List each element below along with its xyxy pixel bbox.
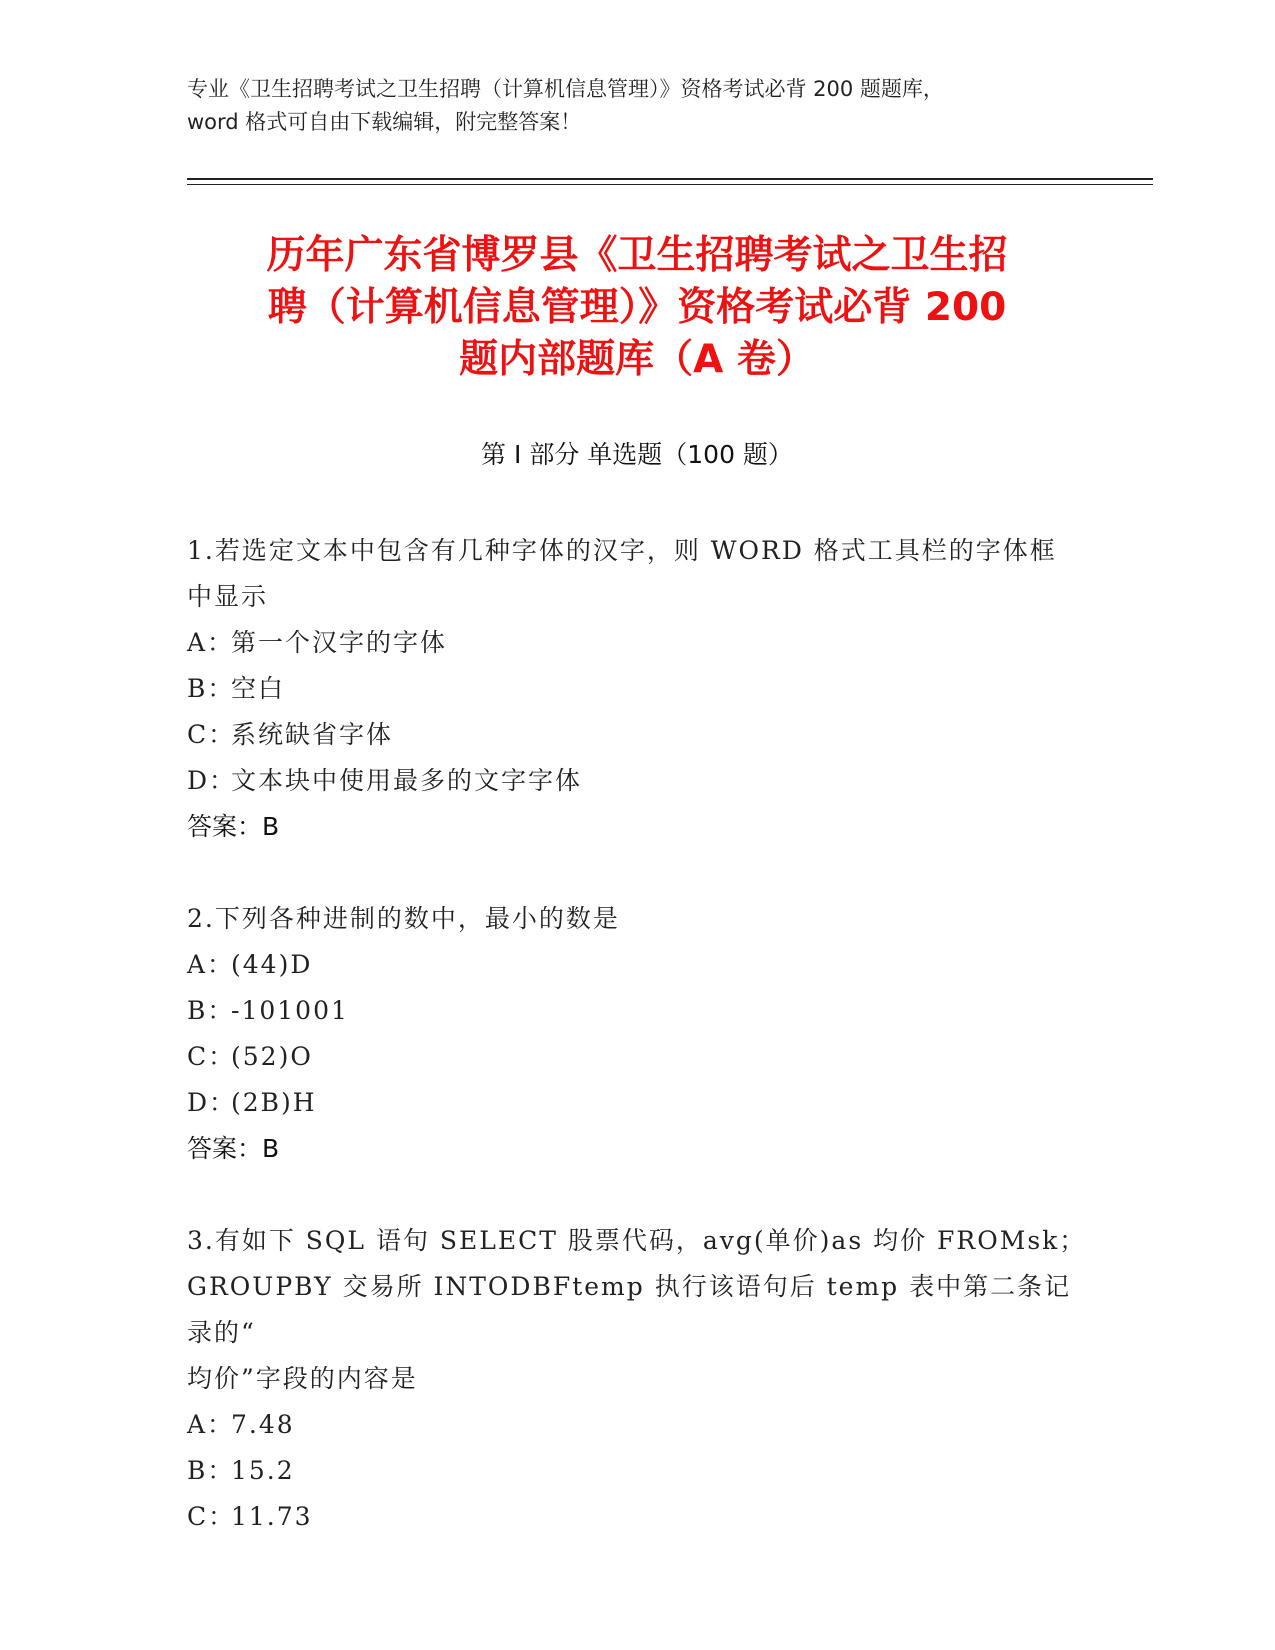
- section-title: 第 I 部分 单选题（100 题）: [481, 440, 793, 469]
- option-letter: B：: [187, 996, 235, 1025]
- option-text: 11.73: [231, 1502, 313, 1531]
- document-title-line-2: 聘（计算机信息管理）》资格考试必背 200: [267, 285, 1007, 330]
- option-d: [187, 758, 1087, 804]
- question-stem: [187, 1218, 1087, 1402]
- answer-line: 答案：B: [187, 1134, 280, 1163]
- question-item: [187, 528, 1087, 850]
- question-item: [187, 896, 1087, 1172]
- option-c: [187, 712, 1087, 758]
- option-letter: B：: [187, 674, 235, 703]
- option-a: [187, 620, 1087, 666]
- option-c: [187, 1034, 1087, 1080]
- option-a: [187, 942, 1087, 988]
- question-stem-line: 3.有如下 SQL 语句 SELECT 股票代码，avg(单价)as 均价 FROMsk；: [187, 1226, 1087, 1255]
- option-text: 空白: [231, 674, 286, 703]
- option-text: 系统缺省字体: [231, 720, 394, 749]
- option-letter: D：: [187, 1088, 237, 1117]
- option-letter: C：: [187, 1042, 236, 1071]
- option-text: 第一个汉字的字体: [231, 628, 448, 657]
- option-d: [187, 1080, 1087, 1126]
- option-letter: A：: [187, 950, 235, 979]
- option-letter: C：: [187, 720, 236, 749]
- option-b: [187, 1448, 1087, 1494]
- option-a: [187, 1402, 1087, 1448]
- document-title-line-1: 历年广东省博罗县《卫生招聘考试之卫生招: [266, 233, 1008, 278]
- question-stem: [187, 528, 1087, 620]
- question-stem-line: 2.下列各种进制的数中，最小的数是: [187, 904, 620, 933]
- option-b: [187, 666, 1087, 712]
- header-note: [187, 73, 1087, 139]
- option-text: (44)D: [231, 950, 313, 979]
- option-letter: B：: [187, 1456, 235, 1485]
- header-note-line-2: word 格式可自由下载编辑，附完整答案！: [187, 110, 582, 134]
- option-letter: A：: [187, 1410, 235, 1439]
- option-text: (2B)H: [231, 1088, 317, 1117]
- option-text: (52)O: [231, 1042, 313, 1071]
- question-stem-line: 中显示: [187, 582, 269, 611]
- header-divider-thin: [187, 184, 1153, 185]
- question-stem-line: GROUPBY 交易所 INTODBFtemp 执行该语句后 temp 表中第二条记录的“: [187, 1272, 1072, 1347]
- header-note-line-1: 专业《卫生招聘考试之卫生招聘（计算机信息管理）》资格考试必背 200 题题库，: [187, 77, 944, 101]
- option-text: 7.48: [231, 1410, 295, 1439]
- option-text: 15.2: [231, 1456, 295, 1485]
- option-letter: D：: [187, 766, 237, 795]
- option-letter: C：: [187, 1502, 236, 1531]
- question-stem-line: 均价”字段的内容是: [187, 1364, 418, 1393]
- question-item: [187, 1218, 1087, 1540]
- option-c: [187, 1494, 1087, 1540]
- option-b: [187, 988, 1087, 1034]
- question-stem-line: 1.若选定文本中包含有几种字体的汉字，则 WORD 格式工具栏的字体框: [187, 536, 1057, 565]
- option-text: 文本块中使用最多的文字字体: [231, 766, 583, 795]
- answer-line: 答案：B: [187, 812, 280, 841]
- option-text: -101001: [231, 996, 349, 1025]
- header-divider-thick: [187, 178, 1153, 180]
- question-list: [187, 528, 1087, 1586]
- option-letter: A：: [187, 628, 235, 657]
- question-stem: [187, 896, 1087, 942]
- document-title-line-3: 题内部题库（A 卷）: [459, 337, 815, 382]
- document-title: [187, 230, 1087, 386]
